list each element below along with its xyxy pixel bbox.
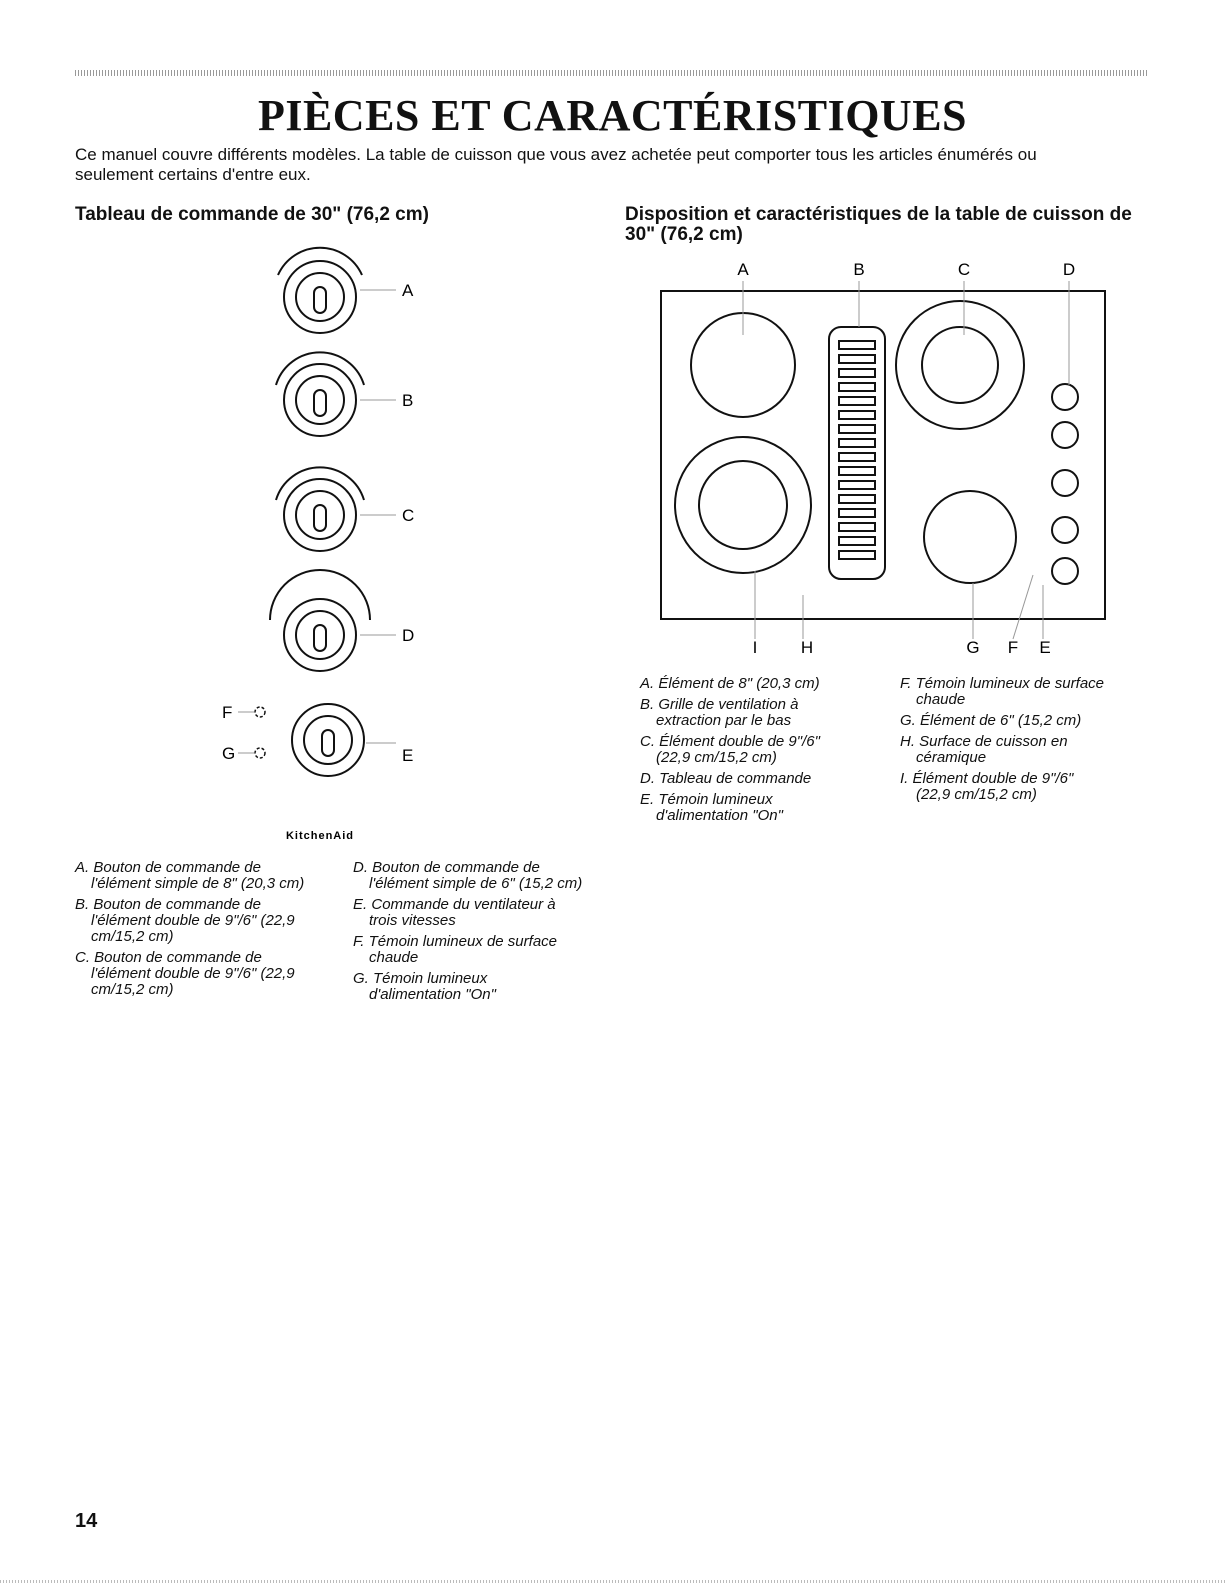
legend-item: C. Bouton de commande de l'élément double de 9"/6" (22,9 cm/15,2 cm)	[75, 949, 295, 998]
callout-d: D	[402, 626, 415, 645]
element-6in	[924, 491, 1016, 583]
cooktop-outline	[661, 291, 1105, 619]
legend-item: F. Témoin lumineux de surface chaude	[900, 675, 1105, 708]
legend-item: D. Tableau de commande	[640, 770, 812, 787]
bottom-rule	[0, 1580, 1225, 1583]
page-number: 14	[75, 1510, 98, 1532]
callout-top-d: D	[1062, 260, 1076, 279]
element-dual-rear-outer	[896, 301, 1024, 429]
knob-e	[292, 704, 364, 776]
legend-item: G. Élément de 6" (15,2 cm)	[900, 712, 1082, 729]
knob-c	[276, 467, 364, 551]
knob-a	[278, 248, 362, 333]
page-title: PIÈCES ET CARACTÉRISTIQUES	[257, 91, 968, 140]
legend-item: B. Bouton de commande de l'élément double de 9"/6" (22,9 cm/15,2 cm)	[75, 896, 295, 945]
cooktop-legend-left	[640, 676, 890, 829]
element-dual-front-outer	[675, 437, 811, 573]
legend-item: E. Témoin lumineux d'alimentation "On"	[640, 791, 783, 824]
callout-bottom-g: G	[966, 638, 980, 655]
callout-top-a: A	[737, 260, 749, 279]
vent-slots	[839, 341, 875, 559]
legend-item: F. Témoin lumineux de surface chaude	[353, 933, 558, 966]
callout-bottom-e: E	[1039, 638, 1051, 655]
control-panel-heading: Tableau de commande de 30" (76,2 cm)	[75, 204, 429, 225]
callout-bottom-f: F	[1007, 638, 1019, 655]
callout-b: B	[402, 391, 414, 410]
intro-paragraph: Ce manuel couvre différents modèles. La table de cuisson que vous avez achetée peut comporter tous les articles énumérés ou seulement certains d'entre eux.	[75, 145, 1037, 184]
legend-item: A. Bouton de commande de l'élément simple de 8" (20,3 cm)	[75, 859, 305, 892]
legend-item: D. Bouton de commande de l'élément simple de 6" (15,2 cm)	[353, 859, 583, 892]
element-dual-rear-inner	[922, 327, 998, 403]
legend-item: G. Témoin lumineux d'alimentation "On"	[353, 970, 496, 1003]
legend-item: B. Grille de ventilation à extraction par le bas	[640, 696, 799, 729]
legend-item: I. Élément double de 9"/6" (22,9 cm/15,2 cm)	[900, 770, 1074, 803]
legend-item: H. Surface de cuisson en céramique	[900, 733, 1068, 766]
callout-e: E	[402, 746, 414, 765]
control-legend-right	[353, 860, 593, 1008]
callout-c: C	[402, 506, 415, 525]
brand-logo: KitchenAid	[285, 830, 355, 842]
knob-b	[276, 352, 364, 436]
legend-item: A. Élément de 8" (20,3 cm)	[640, 675, 820, 692]
callout-top-c: C	[957, 260, 971, 279]
power-on-light	[255, 748, 265, 758]
cooktop-layout-heading: Disposition et caractéristiques de la table de cuisson de 30" (76,2 cm)	[625, 204, 1132, 245]
element-dual-front-inner	[699, 461, 787, 549]
control-knobs	[1052, 384, 1078, 584]
callout-g: G	[222, 744, 236, 763]
knob-d	[270, 570, 370, 671]
control-legend-left	[75, 860, 345, 1003]
callout-bottom-h: H	[800, 638, 814, 655]
cooktop-legend-right	[900, 676, 1140, 808]
cooktop-diagram	[655, 255, 1115, 655]
legend-item: E. Commande du ventilateur à trois vitesses	[353, 896, 556, 929]
callout-a: A	[402, 281, 414, 300]
legend-item: C. Élément double de 9"/6" (22,9 cm/15,2 cm)	[640, 733, 820, 766]
control-panel-diagram	[200, 235, 440, 845]
hot-surface-light	[255, 707, 265, 717]
top-rule	[75, 70, 1147, 76]
callout-top-b: B	[853, 260, 865, 279]
callout-bottom-i: I	[752, 638, 758, 655]
callout-f: F	[222, 703, 233, 722]
